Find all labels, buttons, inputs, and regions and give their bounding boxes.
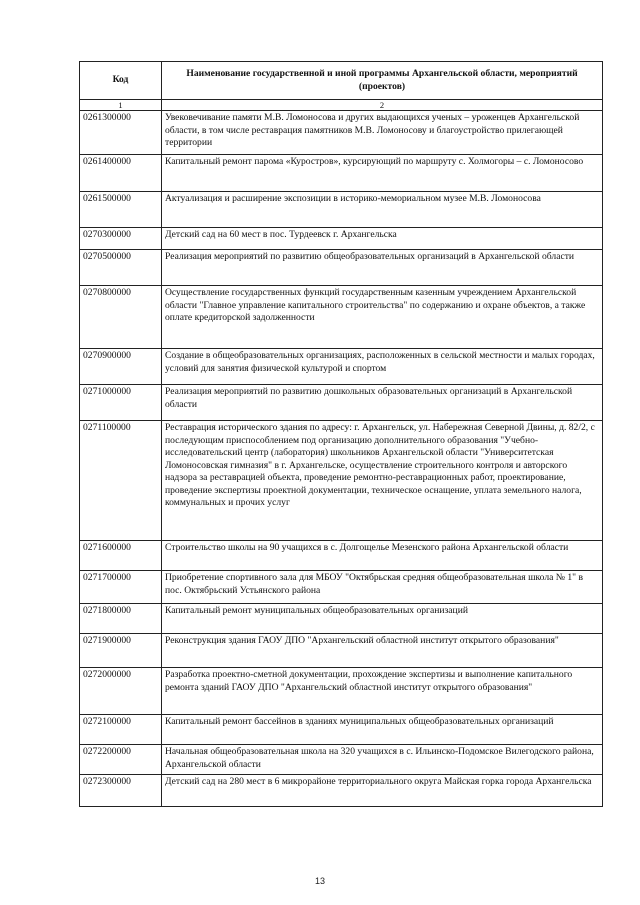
row-name: Увековечивание памяти М.В. Ломоносова и других выдающихся ученых – уроженцев Архангельской области, в том числе реставрация памятников М.В. Ломоносову и благоустройство прилегающей территории bbox=[162, 111, 603, 155]
table-row bbox=[80, 775, 603, 807]
table-row bbox=[80, 286, 603, 349]
column-number-1: 1 bbox=[80, 100, 162, 111]
row-name: Осуществление государственных функций государственным казенным учреждением Архангельской области "Главное управление капитального строительства" по содержанию и охране объектов, а также оплате кредиторской задолженности bbox=[162, 286, 603, 349]
row-name: Капитальный ремонт парома «Куростров», курсирующий по маршруту с. Холмогоры – с. Ломоносово bbox=[162, 155, 603, 192]
table-row bbox=[80, 604, 603, 634]
row-name: Детский сад на 280 мест в 6 микрорайоне территориального округа Майская горка города Архангельска bbox=[162, 775, 603, 807]
header-code: Код bbox=[80, 62, 162, 100]
row-name: Реализация мероприятий по развитию общеобразовательных организаций в Архангельской области bbox=[162, 250, 603, 286]
table-row bbox=[80, 571, 603, 604]
table-header-row bbox=[80, 62, 603, 100]
table-row bbox=[80, 250, 603, 286]
table-row bbox=[80, 349, 603, 385]
row-name: Актуализация и расширение экспозиции в историко-мемориальном музее М.В. Ломоносова bbox=[162, 192, 603, 228]
table-row bbox=[80, 421, 603, 541]
row-code: 0271600000 bbox=[80, 541, 162, 571]
row-name: Реализация мероприятий по развитию дошкольных образовательных организаций в Архангельской области bbox=[162, 385, 603, 421]
row-name: Приобретение спортивного зала для МБОУ "Октябрьская средняя общеобразовательная школа № 1" в пос. Октябрьский Устьянского района bbox=[162, 571, 603, 604]
row-code: 0271900000 bbox=[80, 634, 162, 668]
row-code: 0261500000 bbox=[80, 192, 162, 228]
table-row bbox=[80, 228, 603, 250]
table-row bbox=[80, 385, 603, 421]
row-name: Разработка проектно-сметной документации, прохождение экспертизы и выполнение капитального ремонта зданий ГАОУ ДПО "Архангельский областной институт открытого образования" bbox=[162, 668, 603, 715]
header-name: Наименование государственной и иной программы Архангельской области, мероприятий (проектов) bbox=[162, 62, 603, 100]
row-code: 0270800000 bbox=[80, 286, 162, 349]
column-number-2: 2 bbox=[162, 100, 603, 111]
table-row bbox=[80, 668, 603, 715]
table-row bbox=[80, 745, 603, 775]
row-name: Начальная общеобразовательная школа на 320 учащихся в с. Ильинско-Подомское Вилегодского района, Архангельской области bbox=[162, 745, 603, 775]
row-code: 0272100000 bbox=[80, 715, 162, 745]
column-number-row bbox=[80, 100, 603, 111]
row-code: 0261400000 bbox=[80, 155, 162, 192]
row-code: 0271800000 bbox=[80, 604, 162, 634]
row-code: 0271100000 bbox=[80, 421, 162, 541]
table-row bbox=[80, 155, 603, 192]
row-code: 0272200000 bbox=[80, 745, 162, 775]
table-row bbox=[80, 192, 603, 228]
programs-table bbox=[79, 61, 603, 807]
row-code: 0270300000 bbox=[80, 228, 162, 250]
row-name: Капитальный ремонт муниципальных общеобразовательных организаций bbox=[162, 604, 603, 634]
row-code: 0272300000 bbox=[80, 775, 162, 807]
row-name: Реконструкция здания ГАОУ ДПО "Архангельский областной институт открытого образования" bbox=[162, 634, 603, 668]
row-code: 0270900000 bbox=[80, 349, 162, 385]
table-row bbox=[80, 634, 603, 668]
table-row bbox=[80, 111, 603, 155]
row-name: Детский сад на 60 мест в пос. Турдеевск г. Архангельска bbox=[162, 228, 603, 250]
row-name: Строительство школы на 90 учащихся в с. Долгощелье Мезенского района Архангельской области bbox=[162, 541, 603, 571]
row-code: 0272000000 bbox=[80, 668, 162, 715]
table-row bbox=[80, 715, 603, 745]
table-body bbox=[80, 111, 603, 807]
row-code: 0261300000 bbox=[80, 111, 162, 155]
row-code: 0270500000 bbox=[80, 250, 162, 286]
row-code: 0271000000 bbox=[80, 385, 162, 421]
row-name: Создание в общеобразовательных организациях, расположенных в сельской местности и малых городах, условий для занятия физической культурой и спортом bbox=[162, 349, 603, 385]
page-number: 13 bbox=[314, 876, 325, 886]
row-code: 0271700000 bbox=[80, 571, 162, 604]
row-name: Реставрация исторического здания по адресу: г. Архангельск, ул. Набережная Северной Двины, д. 82/2, с последующим приспособлением под организацию дополнительного образования "Учебно-исследовательский центр (лаборатория) школьников Архангельской области "Университетская Ломоносовская гимназия" в г. Архангельске, осуществление строительного контроля и авторского надзора за реставрацией объекта, проведение ремонтно-реставрационных работ, проектирование, проведение экспертизы проектной документации, техническое оснащение, уплата земельного налога, коммунальных и прочих услуг bbox=[162, 421, 603, 541]
row-name: Капитальный ремонт бассейнов в зданиях муниципальных общеобразовательных организаций bbox=[162, 715, 603, 745]
table-row bbox=[80, 541, 603, 571]
